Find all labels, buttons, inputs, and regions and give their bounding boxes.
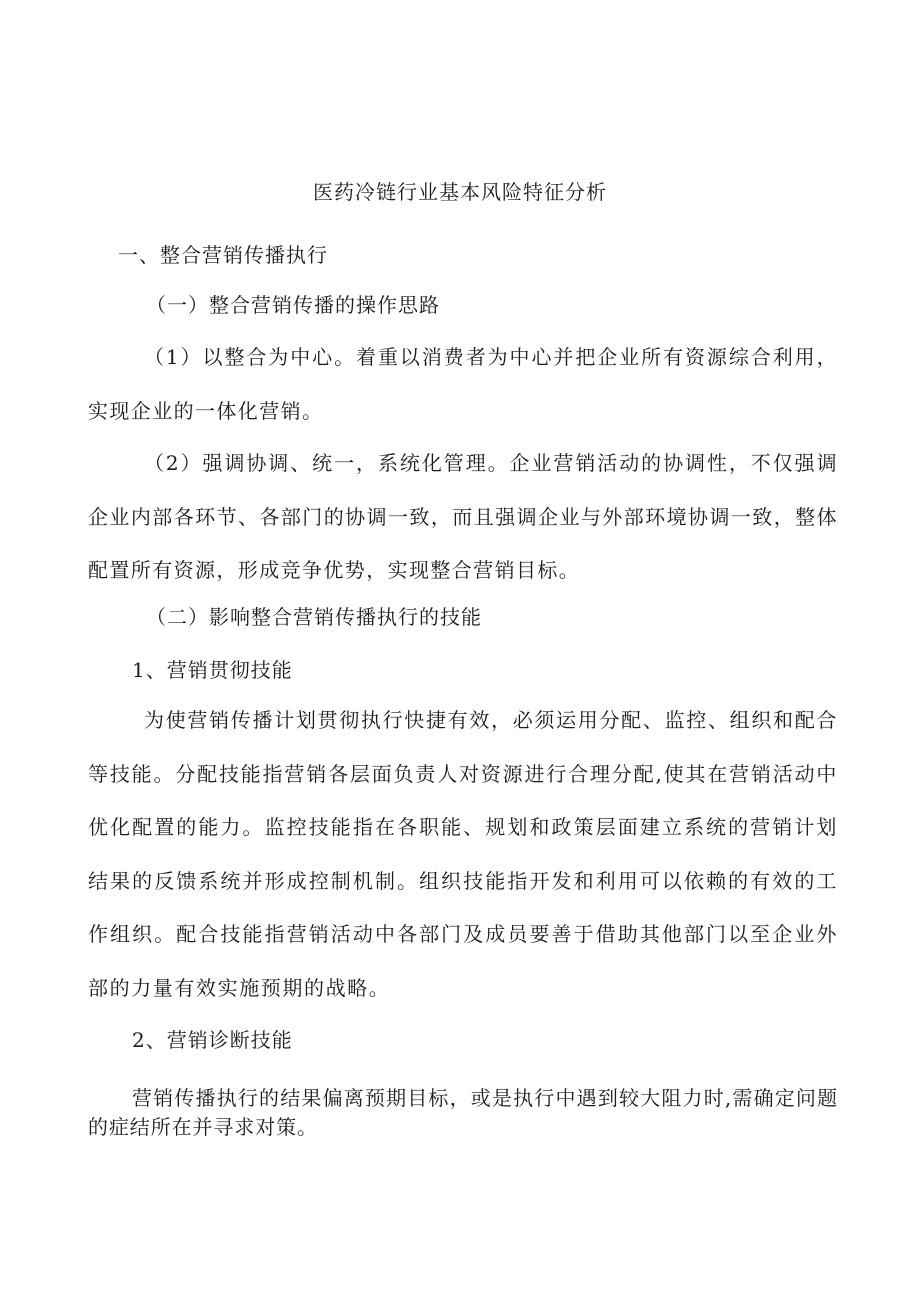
section-heading-1: 一、整合营销传播执行 xyxy=(118,243,328,267)
paragraph-item-2: 营销传播执行的结果偏离预期目标，或是执行中遇到较大阻力时,需确定问题的症结所在并寻求对策。 xyxy=(88,1086,838,1139)
item-heading-2: 2、营销诊断技能 xyxy=(132,1028,293,1052)
paragraph-point-2: （2）强调协调、统一，系统化管理。企业营销活动的协调性，不仅强调企业内部各环节、各部门的协调一致，而且强调企业与外部环境协调一致，整体配置所有资源，形成竞争优势，实现整合营销目标。 xyxy=(88,451,838,582)
document-title: 医药冷链行业基本风险特征分析 xyxy=(313,180,607,204)
item-heading-1: 1、营销贯彻技能 xyxy=(132,658,293,682)
paragraph-item-1: 为使营销传播计划贯彻执行快捷有效，必须运用分配、监控、组织和配合等技能。分配技能指营销各层面负责人对资源进行合理分配,使其在营销活动中优化配置的能力。监控技能指在各职能、规划和政策层面建立系统的营销计划结果的反馈系统并形成控制机制。组织技能指开发和利用可以依赖的有效的工作组织。配合技能指营销活动中各部门及成员要善于借助其他部门以至企业外部的力量有效实施预期的战略。 xyxy=(88,708,838,1000)
subsection-heading-2: （二）影响整合营销传播执行的技能 xyxy=(146,605,482,629)
paragraph-point-1: （1）以整合为中心。着重以消费者为中心并把企业所有资源综合利用，实现企业的一体化营销。 xyxy=(88,345,838,423)
subsection-heading-1: （一）整合营销传播的操作思路 xyxy=(146,293,440,317)
